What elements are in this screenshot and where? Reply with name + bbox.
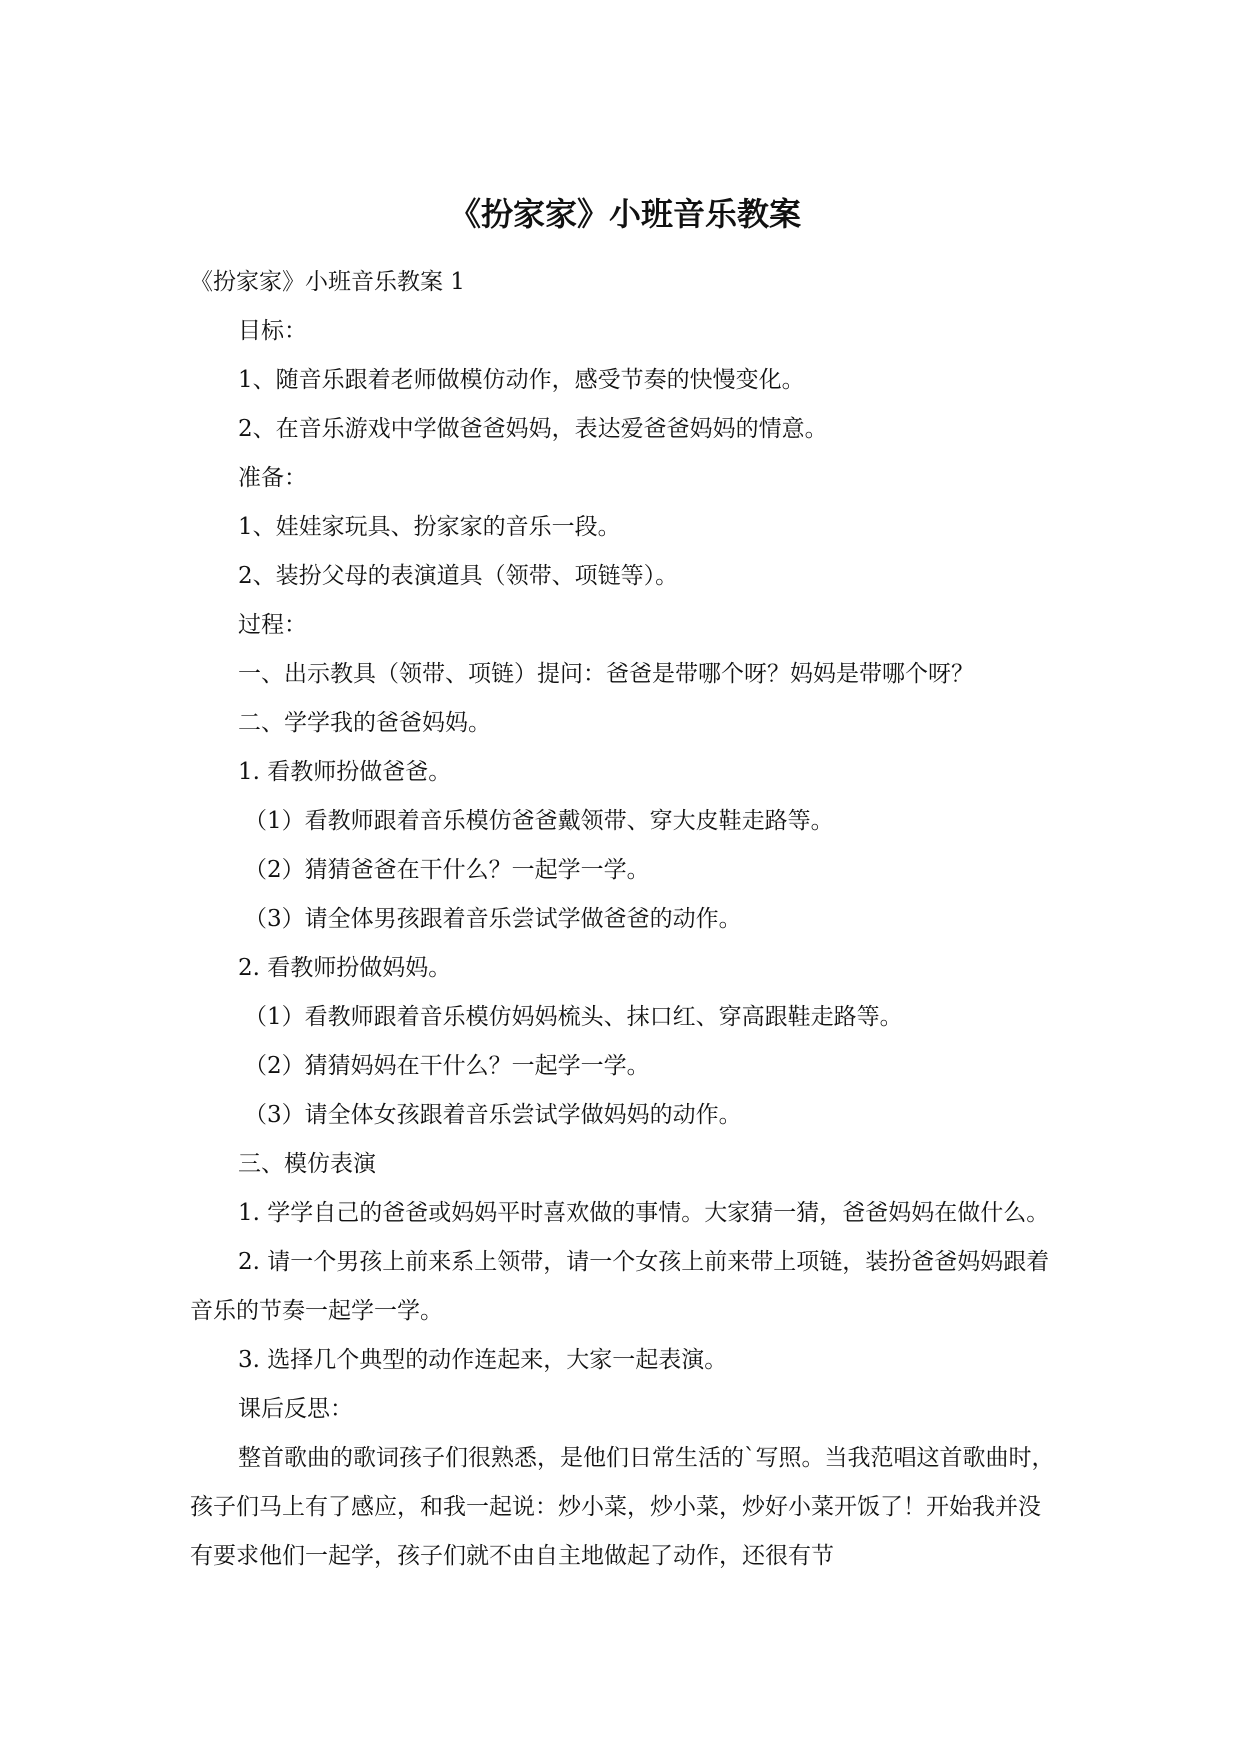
prep-item-2: 2、装扮父母的表演道具（领带、项链等）。: [238, 563, 679, 589]
mother-item-1: （1）看教师跟着音乐模仿妈妈梳头、抹口红、穿高跟鞋走路等。: [244, 1004, 903, 1030]
goal-item-1: 1、随音乐跟着老师做模仿动作，感受节奏的快慢变化。: [238, 367, 805, 393]
process-substep-father: 1. 看教师扮做爸爸。: [238, 759, 452, 785]
performance-item-1: 1. 学学自己的爸爸或妈妈平时喜欢做的事情。大家猜一猜，爸爸妈妈在做什么。: [238, 1200, 1050, 1226]
mother-item-2: （2）猜猜妈妈在干什么？一起学一学。: [244, 1053, 650, 1079]
performance-item-2: 2. 请一个男孩上前来系上领带，请一个女孩上前来带上项链，装扮爸爸妈妈跟着音乐的节奏一起学一学。: [190, 1249, 1050, 1324]
process-step-2: 二、学学我的爸爸妈妈。: [238, 710, 491, 736]
performance-item-3: 3. 选择几个典型的动作连起来，大家一起表演。: [238, 1347, 728, 1373]
document-title: 《扮家家》小班音乐教案: [448, 195, 801, 233]
father-item-3: （3）请全体男孩跟着音乐尝试学做爸爸的动作。: [244, 906, 742, 932]
father-item-2: （2）猜猜爸爸在干什么？一起学一学。: [244, 857, 650, 883]
section-reflection-heading: 课后反思：: [238, 1396, 353, 1422]
goal-item-2: 2、在音乐游戏中学做爸爸妈妈，表达爱爸爸妈妈的情意。: [238, 416, 828, 442]
prep-item-1: 1、娃娃家玩具、扮家家的音乐一段。: [238, 514, 621, 540]
section-performance-heading: 三、模仿表演: [238, 1151, 376, 1177]
section-process-heading: 过程：: [238, 612, 307, 638]
father-item-1: （1）看教师跟着音乐模仿爸爸戴领带、穿大皮鞋走路等。: [244, 808, 834, 834]
process-step-1: 一、出示教具（领带、项链）提问：爸爸是带哪个呀？妈妈是带哪个呀？: [238, 661, 974, 687]
process-substep-mother: 2. 看教师扮做妈妈。: [238, 955, 452, 981]
document-page: [190, 190, 1060, 1581]
reflection-paragraph: 整首歌曲的歌词孩子们很熟悉，是他们日常生活的`写照。当我范唱这首歌曲时，孩子们马上有了感应，和我一起说：炒小菜，炒小菜，炒好小菜开饭了！开始我并没有要求他们一起学，孩子们就不由自主地做起了动作，还很有节: [190, 1445, 1055, 1569]
document-subtitle: 《扮家家》小班音乐教案 1: [190, 269, 465, 295]
mother-item-3: （3）请全体女孩跟着音乐尝试学做妈妈的动作。: [244, 1102, 742, 1128]
section-prep-heading: 准备：: [238, 465, 307, 491]
section-goals-heading: 目标：: [238, 318, 307, 344]
